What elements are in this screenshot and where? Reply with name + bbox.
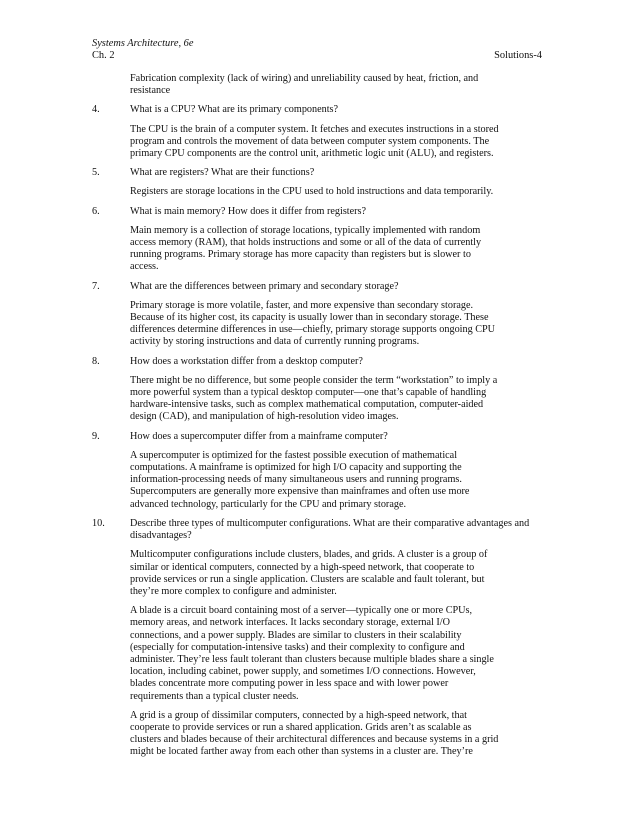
question-number: 9.	[92, 430, 100, 442]
answer-6: Main memory is a collection of storage locations, typically implemented with random access memory (RAM), that holds instructions and some or all of the data of currently running programs. Primary storage has more capacity than registers but is slower to access.	[130, 224, 482, 273]
intro-answer: Fabrication complexity (lack of wiring) and unreliability caused by heat, friction, and resistance	[130, 73, 479, 97]
answer-9: A supercomputer is optimized for the fastest possible execution of mathematical computations. A mainframe is optimized for high I/O capacity and supporting the information-processing needs of many simultaneous users and running programs. Supercomputers are generally more expensive than mainframes and often use more advanced technology, particularly for the CPU and primary storage.	[130, 449, 470, 510]
question-number: 7.	[92, 280, 100, 292]
question-number: 4.	[92, 104, 100, 116]
question-text: What is a CPU? What are its primary components?	[130, 104, 339, 116]
question-text: What are registers? What are their functions?	[130, 167, 315, 179]
answer-5: Registers are storage locations in the CPU used to hold instructions and data temporarily.	[130, 186, 494, 198]
question-10	[92, 518, 542, 542]
question-number: 10.	[92, 517, 105, 529]
question-5	[92, 167, 542, 179]
page-label: Solutions-4	[494, 50, 542, 61]
page-header	[92, 38, 542, 62]
question-text: How does a supercomputer differ from a mainframe computer?	[130, 430, 388, 442]
question-text: What is main memory? How does it differ from registers?	[130, 205, 367, 217]
answer-10-clusters: Multicomputer configurations include clusters, blades, and grids. A cluster is a group of similar or identical computers, connected by a high-speed network, that cooperate to provide services or run a single application. Clusters are scalable and fault tolerant, but they’re more complex to configure and administer.	[130, 549, 488, 597]
question-text: Describe three types of multicomputer configurations. What are their comparative advantages and disadvantages?	[130, 517, 530, 542]
question-text: How does a workstation differ from a desktop computer?	[130, 355, 363, 367]
question-number: 6.	[92, 205, 100, 217]
solutions-content	[92, 73, 542, 766]
question-8	[92, 356, 542, 368]
header-row	[92, 50, 542, 62]
question-number: 5.	[92, 167, 100, 179]
answer-10-grids: A grid is a group of dissimilar computers, connected by a high-speed network, that cooperate to provide services or run a shared application. Grids aren’t as scalable as clusters and blades because of their architectural differences and because systems in a grid might be located farther away from each other than systems in a cluster are. They’re	[130, 709, 499, 758]
answer-4: The CPU is the brain of a computer system. It fetches and executes instructions in a stored program and controls the movement of data between computer system components. The primary CPU components are the control unit, arithmetic logic unit (ALU), and registers.	[130, 123, 499, 160]
question-number: 8.	[92, 355, 100, 367]
question-9	[92, 431, 542, 443]
book-title: Systems Architecture, 6e	[92, 38, 194, 49]
question-text: What are the differences between primary and secondary storage?	[130, 280, 399, 292]
answer-7: Primary storage is more volatile, faster, and more expensive than secondary storage. Because of its higher cost, its capacity is usually lower than in secondary storage. These differences determine differences in use—chiefly, primary storage supports ongoing CPU activity by storing instructions and data of currently running programs.	[130, 299, 496, 348]
answer-10-blades: A blade is a circuit board containing most of a server—typically one or more CPUs, memory areas, and network interfaces. It lacks secondary storage, external I/O connections, and a power supply. Blades are similar to clusters in their scalability (especially for computation-intensive tasks) and their complexity to configure and administer. They’re less fault tolerant than clusters because multiple blades share a single location, including cabinet, power supply, and sometimes I/O connections. However, blades concentrate more computing power in less space and with lower power requirements than a typical cluster needs.	[130, 605, 494, 702]
question-4	[92, 104, 542, 116]
chapter-label: Ch. 2	[92, 50, 115, 61]
question-6	[92, 206, 542, 218]
answer-8: There might be no difference, but some people consider the term “workstation” to imply a more powerful system than a typical desktop computer—one that’s capable of handling hardware-intensive tasks, such as complex mathematical computation, computer-aided design (CAD), and manipulation of high-resolution video images.	[130, 374, 498, 423]
question-7	[92, 281, 542, 293]
